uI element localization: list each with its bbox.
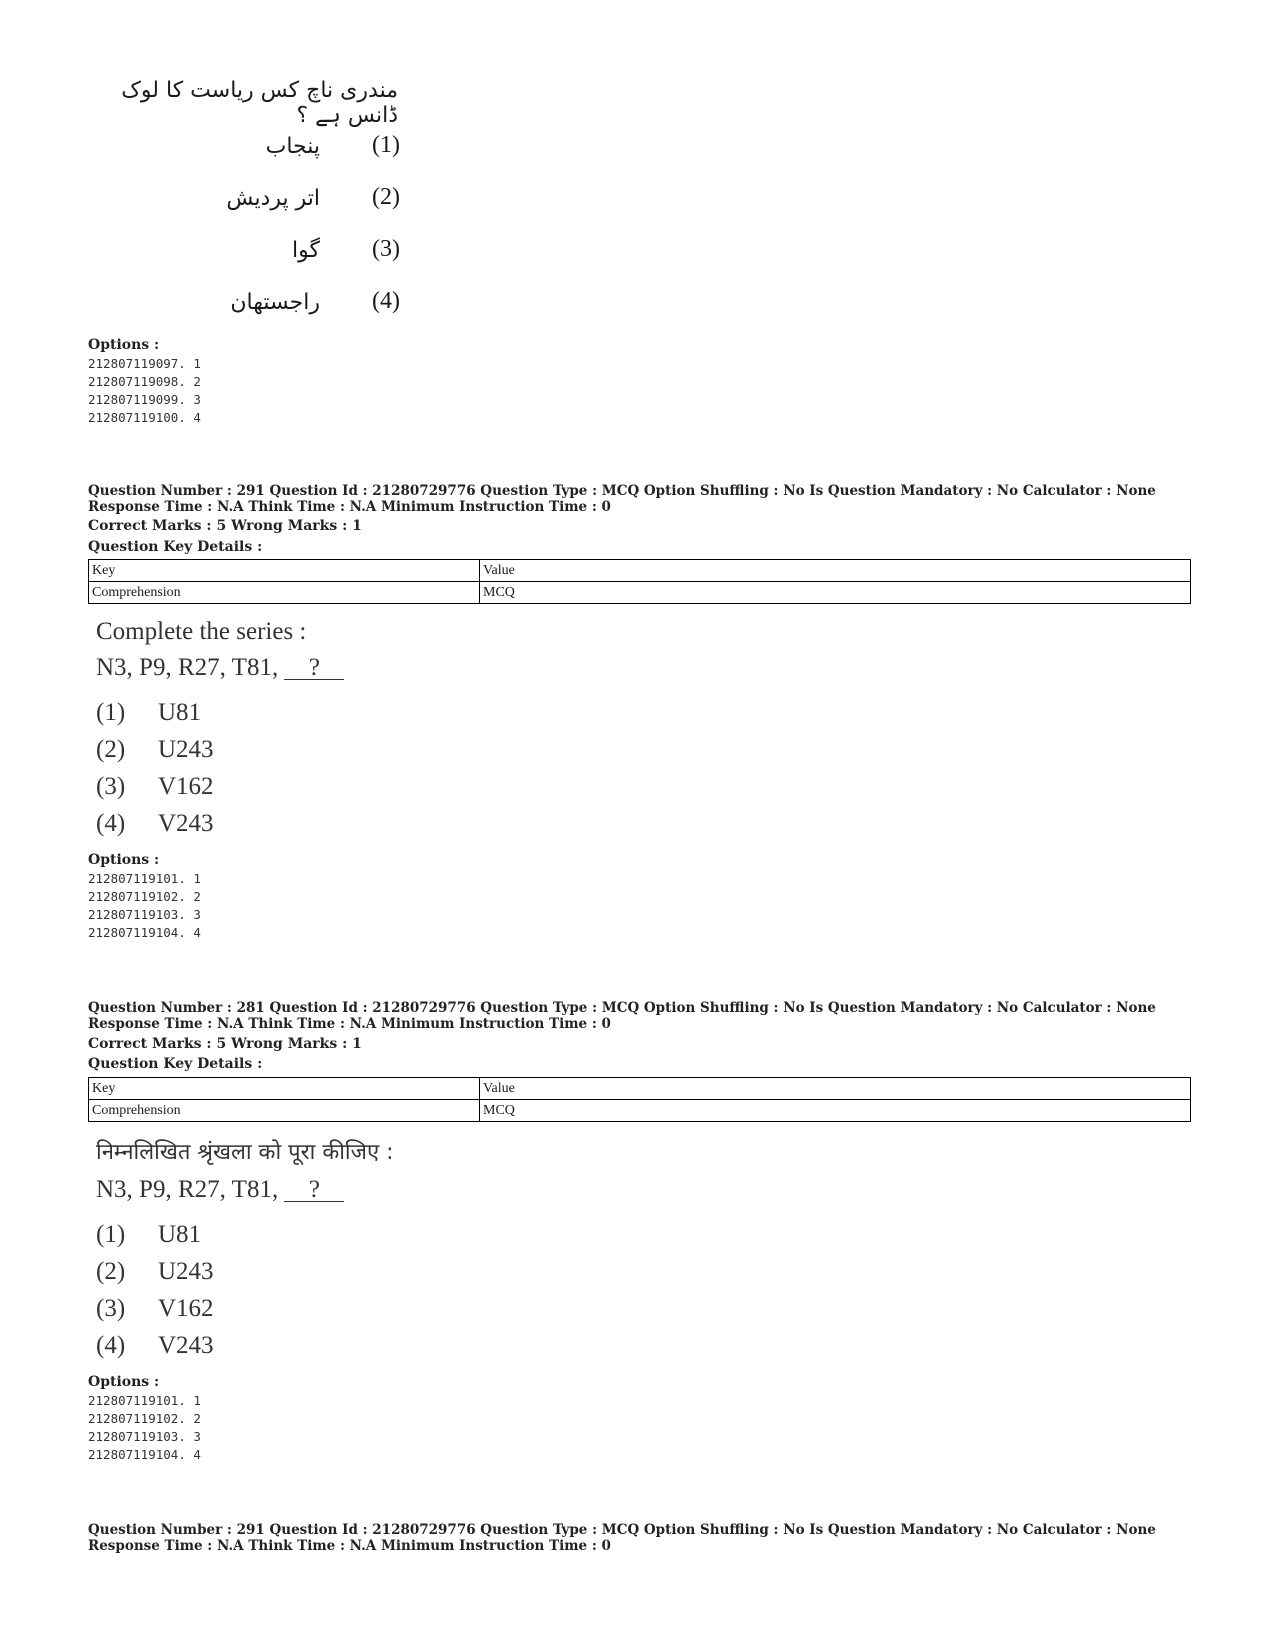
question-stem: Complete the series : xyxy=(96,618,307,645)
options-list xyxy=(88,355,201,427)
urdu-choice-2 xyxy=(200,182,400,234)
question-meta-line2: Response Time : N.A Think Time : N.A Minimum Instruction Time : 0 xyxy=(88,1538,611,1554)
choice-text: U81 xyxy=(158,699,202,726)
table-row xyxy=(89,582,1191,604)
table-cell: Comprehension xyxy=(89,1100,480,1122)
choice-num: (1) xyxy=(96,699,126,726)
question-meta-line1: Question Number : 281 Question Id : 21280729776 Question Type : MCQ Option Shuffling : No Is Question Mandatory : No Calculator : None xyxy=(88,1000,1156,1016)
table-cell: Value xyxy=(480,1078,1191,1100)
urdu-choice-num: (4) xyxy=(372,288,400,314)
choice-4 xyxy=(96,1327,394,1364)
table-row xyxy=(89,1100,1191,1122)
question-content xyxy=(96,618,344,842)
choice-3 xyxy=(96,1290,394,1327)
options-list xyxy=(88,870,201,942)
urdu-question-stem: مندری ناچ کس ریاست کا لوک ڈانس ہے ؟ xyxy=(121,78,398,128)
series-line xyxy=(96,654,344,694)
urdu-choice-list xyxy=(200,130,400,338)
option-id: 212807119103. 3 xyxy=(88,907,201,922)
option-id: 212807119104. 4 xyxy=(88,925,201,940)
choice-text: U243 xyxy=(158,736,214,763)
option-id: 212807119101. 1 xyxy=(88,1393,201,1408)
table-cell: MCQ xyxy=(480,582,1191,604)
urdu-choice-3 xyxy=(200,234,400,286)
options-list xyxy=(88,1392,201,1464)
question-meta-line1: Question Number : 291 Question Id : 21280729776 Question Type : MCQ Option Shuffling : No Is Question Mandatory : No Calculator : None xyxy=(88,1522,1156,1538)
option-id: 212807119102. 2 xyxy=(88,1411,201,1426)
option-id: 212807119103. 3 xyxy=(88,1429,201,1444)
table-cell: Key xyxy=(89,560,480,582)
choice-num: (4) xyxy=(96,810,126,837)
urdu-choice-text: اتر پردیش xyxy=(226,186,320,211)
option-id: 212807119098. 2 xyxy=(88,374,201,389)
table-cell: MCQ xyxy=(480,1100,1191,1122)
choice-text: V162 xyxy=(158,1295,214,1322)
urdu-choice-text: گوا xyxy=(292,238,320,263)
choice-num: (3) xyxy=(96,1295,126,1322)
choice-num: (2) xyxy=(96,1258,126,1285)
option-id: 212807119101. 1 xyxy=(88,871,201,886)
option-id: 212807119097. 1 xyxy=(88,356,201,371)
choice-2 xyxy=(96,1253,394,1290)
question-content xyxy=(96,1136,394,1364)
choice-num: (3) xyxy=(96,773,126,800)
key-value-table xyxy=(88,1077,1191,1122)
choice-num: (4) xyxy=(96,1332,126,1359)
urdu-choice-num: (1) xyxy=(372,132,400,158)
marks-line: Correct Marks : 5 Wrong Marks : 1 xyxy=(88,518,362,534)
choice-text: U81 xyxy=(158,1221,202,1248)
table-header-row xyxy=(89,1078,1191,1100)
option-id: 212807119099. 3 xyxy=(88,392,201,407)
question-stem: निम्नलिखित श्रृंखला को पूरा कीजिए : xyxy=(96,1140,394,1165)
key-value-table xyxy=(88,559,1191,604)
marks-line: Correct Marks : 5 Wrong Marks : 1 xyxy=(88,1036,362,1052)
choice-1 xyxy=(96,1216,394,1253)
options-label: Options : xyxy=(88,852,160,868)
choice-num: (2) xyxy=(96,736,126,763)
urdu-choice-4 xyxy=(200,286,400,338)
series-text: N3, P9, R27, T81, xyxy=(96,654,285,681)
option-id: 212807119102. 2 xyxy=(88,889,201,904)
urdu-choice-1 xyxy=(200,130,400,182)
key-details-label: Question Key Details : xyxy=(88,539,263,555)
table-header-row xyxy=(89,560,1191,582)
options-label: Options : xyxy=(88,337,160,353)
choice-2 xyxy=(96,731,344,768)
series-blank: ? xyxy=(284,657,344,680)
series-line xyxy=(96,1176,394,1216)
urdu-choice-text: پنجاب xyxy=(265,134,320,159)
choice-text: V243 xyxy=(158,810,214,837)
choice-1 xyxy=(96,694,344,731)
option-id: 212807119100. 4 xyxy=(88,410,201,425)
question-meta-line2: Response Time : N.A Think Time : N.A Minimum Instruction Time : 0 xyxy=(88,1016,611,1032)
choice-text: V162 xyxy=(158,773,214,800)
urdu-choice-text: راجستھان xyxy=(230,290,320,315)
series-blank: ? xyxy=(284,1179,344,1202)
question-meta-line2: Response Time : N.A Think Time : N.A Minimum Instruction Time : 0 xyxy=(88,499,611,515)
choice-3 xyxy=(96,768,344,805)
choice-text: V243 xyxy=(158,1332,214,1359)
urdu-choice-num: (3) xyxy=(372,236,400,262)
choice-4 xyxy=(96,805,344,842)
key-details-label: Question Key Details : xyxy=(88,1056,263,1072)
choice-num: (1) xyxy=(96,1221,126,1248)
question-meta-line1: Question Number : 291 Question Id : 21280729776 Question Type : MCQ Option Shuffling : No Is Question Mandatory : No Calculator : None xyxy=(88,483,1156,499)
option-id: 212807119104. 4 xyxy=(88,1447,201,1462)
choice-text: U243 xyxy=(158,1258,214,1285)
table-cell: Key xyxy=(89,1078,480,1100)
urdu-choice-num: (2) xyxy=(372,184,400,210)
series-text: N3, P9, R27, T81, xyxy=(96,1176,285,1203)
table-cell: Comprehension xyxy=(89,582,480,604)
table-cell: Value xyxy=(480,560,1191,582)
options-label: Options : xyxy=(88,1374,160,1390)
